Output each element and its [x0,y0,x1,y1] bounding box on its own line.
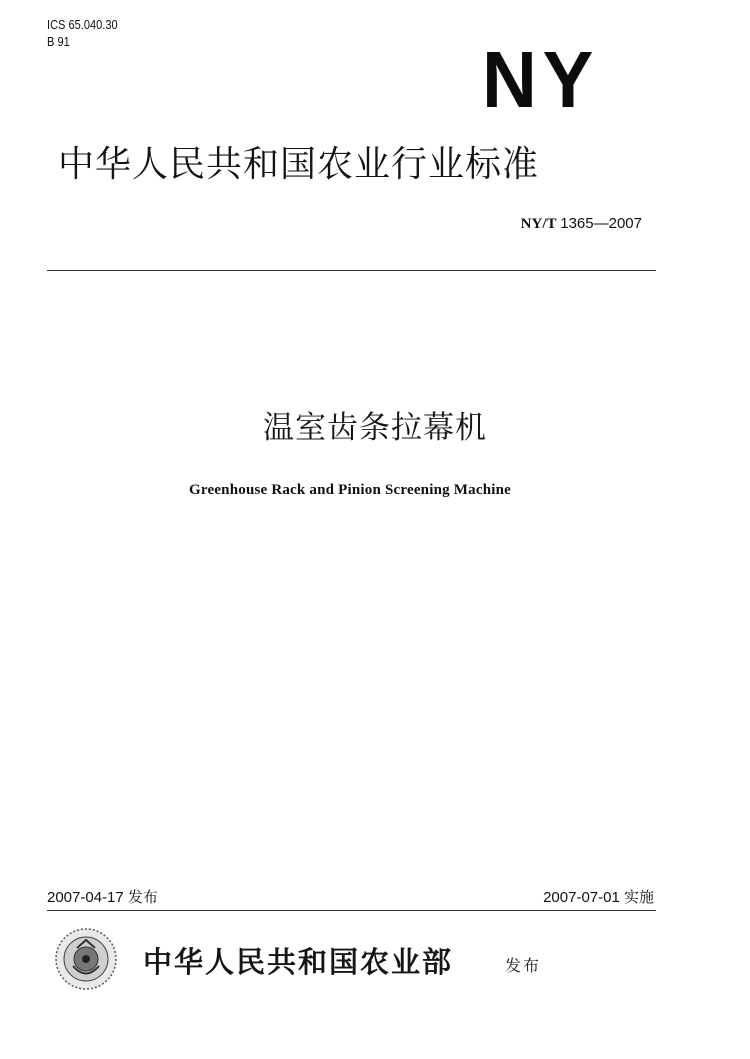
top-rule [47,270,656,271]
effective-date: 2007-07-01 实施 [543,889,654,906]
issuing-suffix: 发布 [505,956,542,975]
bottom-rule [47,910,656,911]
standard-year-number: 1365—2007 [560,215,642,232]
ics-code: ICS 65.040.30 [47,17,118,32]
standard-code: NY/T [520,216,557,232]
classification-codes [47,16,118,50]
document-title-english: Greenhouse Rack and Pinion Screening Machine [188,482,512,498]
document-title-chinese: 温室齿条拉幕机 [263,410,487,446]
ccs-code: B 91 [47,34,70,49]
standard-number [521,215,642,233]
standard-category: 中华人民共和国农业行业标准 [58,144,540,185]
ministry-emblem-icon [53,926,119,992]
issue-date: 2007-04-17 发布 [47,889,158,906]
ny-logo: NY [482,35,599,124]
issuing-authority: 中华人民共和国农业部 [143,945,454,979]
